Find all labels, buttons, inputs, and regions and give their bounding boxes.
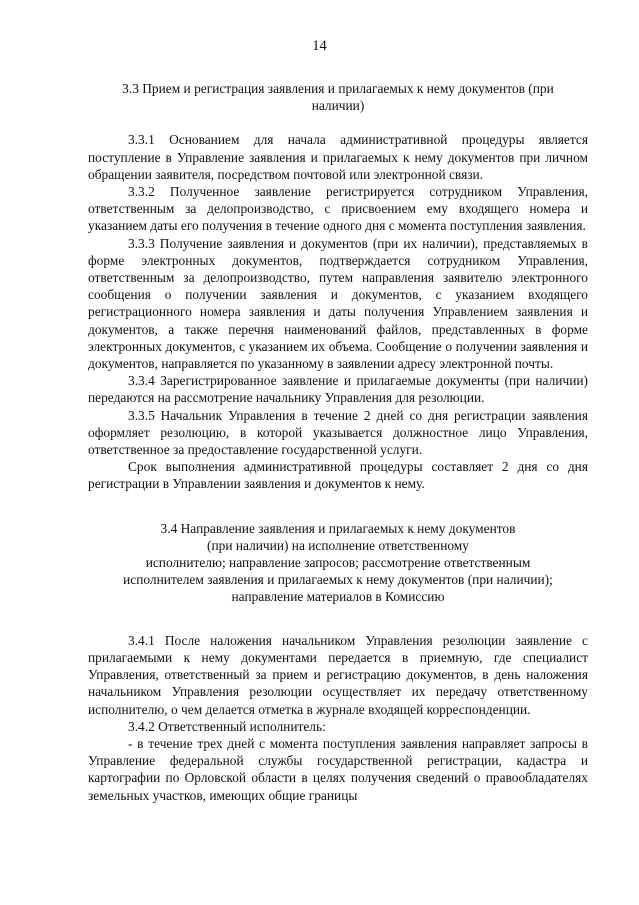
paragraph-3-3-1: 3.3.1 Основанием для начала административной процедуры является поступление в Управление заявления и прилагаемых к нему документов при личном обращении заявителя, посредством почтовой или электронной связи. (88, 132, 588, 182)
paragraph-3-4-2-item: - в течение трех дней с момента поступления заявления направляет запросы в Управление федеральной службы государственной регистрации, кадастра и картографии по Орловской области в целях получения сведений о правообладателях земельных участков, имеющих общие границы (88, 735, 588, 803)
heading-line: 3.3 Прием и регистрация заявления и прилагаемых к нему документов (при (122, 81, 554, 96)
heading-line: направление материалов в Комиссию (231, 589, 445, 605)
heading-line: 3.4 Направление заявления и прилагаемых к нему документов (160, 520, 516, 536)
page-number: 14 (312, 38, 327, 54)
heading-line: (при наличии) на исполнение ответственному (207, 537, 469, 553)
heading-line: исполнителю; направление запросов; рассмотрение ответственным (145, 555, 531, 571)
paragraph-3-3-2: 3.3.2 Полученное заявление регистрируется сотрудником Управления, ответственным за делопроизводство, с присвоением ему входящего номера и указанием даты его получения в течение одного дня с момента поступления заявления. (88, 184, 588, 234)
paragraph-3-3-3: 3.3.3 Получение заявления и документов (при их наличии), представляемых в форме электронных документов, подтверждается сотрудником Управления, ответственным за делопроизводство, путем направления заявителю электронного сообщения о получении заявления и документов, с указанием входящего регистрационного номера заявления и даты получения Управлением заявления и документов, а также перечня наименований файлов, представленных в форме электронных документов, с указанием их объема. Сообщение о получении заявления и документов, направляется по указанному в заявлении адресу электронной почты. (88, 235, 588, 372)
paragraph-3-4-1: 3.4.1 После наложения начальником Управления резолюции заявление с прилагаемыми к нему документами передается в приемную, где специалист Управления, ответственный за прием и регистрацию документов, в день наложения начальником Управления резолюции осуществляет их передачу ответственному исполнителю, о чем делается отметка в журнале входящей корреспонденции. (88, 632, 588, 717)
section-3-4-heading (88, 520, 588, 606)
heading-line: наличии) (311, 98, 365, 114)
paragraph-deadline: Срок выполнения административной процедуры составляет 2 дня со дня регистрации в Управлении заявления и документов к нему. (88, 459, 588, 492)
heading-line: исполнителем заявления и прилагаемых к нему документов (при наличии); (123, 572, 553, 588)
paragraph-3-3-5: 3.3.5 Начальник Управления в течение 2 дней со дня регистрации заявления оформляет резолюцию, в которой указывается должностное лицо Управления, ответственное за предоставление государственной услуги. (88, 407, 588, 458)
section-3-3-heading (88, 80, 588, 114)
paragraph-3-3-4: 3.3.4 Зарегистрированное заявление и прилагаемые документы (при наличии) передаются на рассмотрение начальнику Управления для резолюции. (88, 373, 588, 406)
paragraph-3-4-2: 3.4.2 Ответственный исполнитель: (128, 718, 326, 734)
document-body (88, 80, 588, 804)
